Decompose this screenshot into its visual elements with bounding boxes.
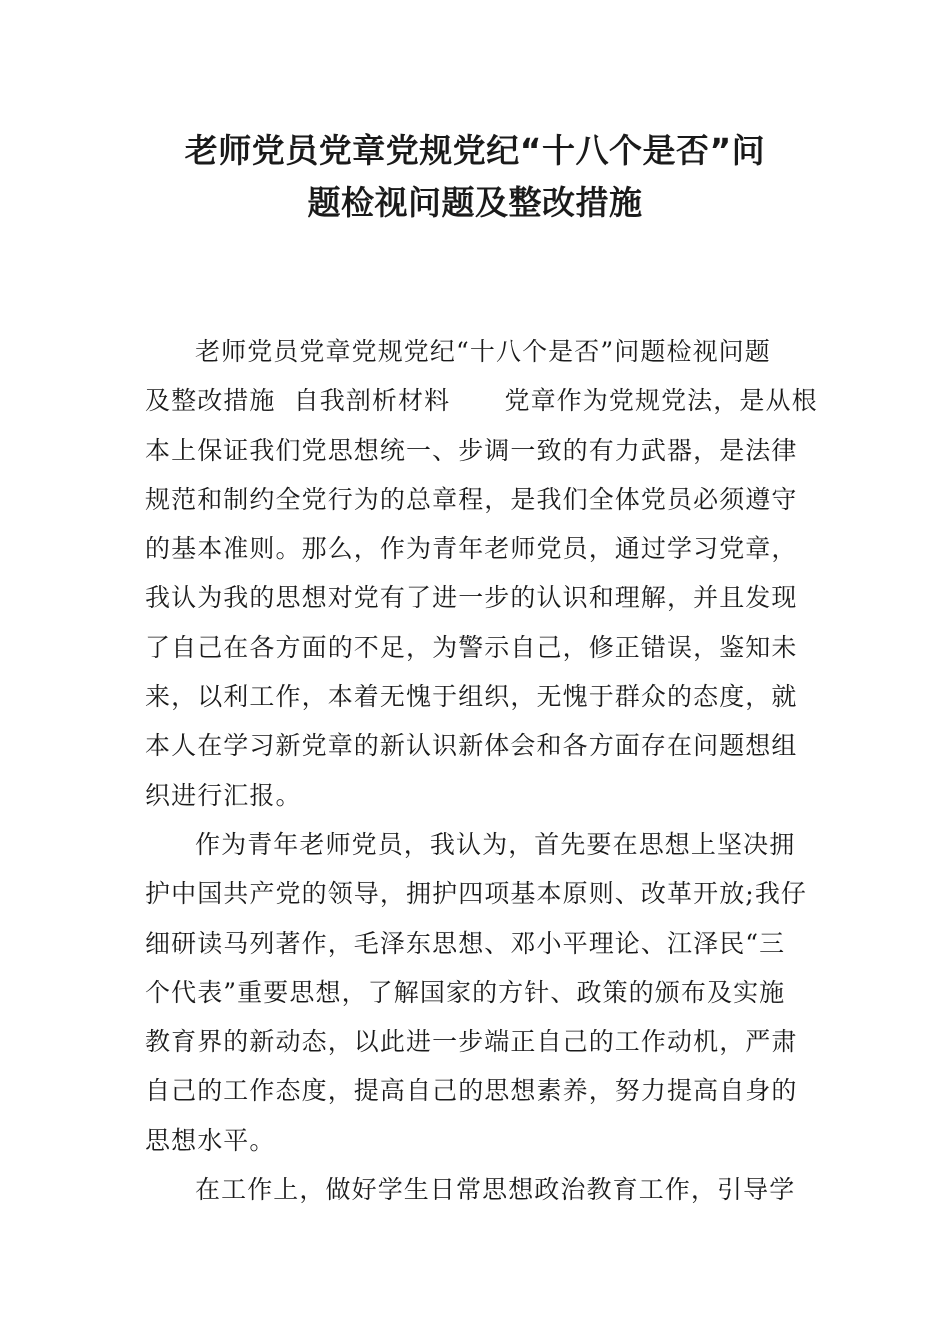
paragraph-3 xyxy=(145,1165,810,1214)
title-line: 题检视问题及整改措施 xyxy=(307,183,643,222)
paragraph-line: 及整改措施 自我剖析材料 党章作为党规党法，是从根 xyxy=(145,386,818,416)
paragraph-line: 自己的工作态度，提高自己的思想素养，努力提高自身的 xyxy=(145,1076,798,1106)
paragraph-line: 织进行汇报。 xyxy=(145,780,302,810)
paragraph-line: 护中国共产党的领导，拥护四项基本原则、改革开放;我仔 xyxy=(145,879,808,909)
paragraph-line: 老师党员党章党规党纪“十八个是否”问题检视问题 xyxy=(195,337,771,366)
document-title xyxy=(140,125,810,229)
paragraph-2 xyxy=(145,820,810,1165)
paragraph-line: 了自己在各方面的不足，为警示自己，修正错误，鉴知未 xyxy=(145,632,798,662)
paragraph-line: 教育界的新动态，以此进一步端正自己的工作动机，严肃 xyxy=(145,1027,798,1057)
paragraph-line: 的基本准则。那么，作为青年老师党员，通过学习党章， xyxy=(145,534,798,564)
paragraph-line: 个代表”重要思想，了解国家的方针、政策的颁布及实施 xyxy=(145,977,786,1007)
paragraph-1 xyxy=(145,327,818,820)
paragraph-line: 本上保证我们党思想统一、步调一致的有力武器，是法律 xyxy=(145,435,798,465)
paragraph-line: 本人在学习新党章的新认识新体会和各方面存在问题想组 xyxy=(145,731,798,761)
paragraph-line: 思想水平。 xyxy=(145,1125,276,1155)
document-body xyxy=(145,327,818,1214)
paragraph-line: 在工作上，做好学生日常思想政治教育工作，引导学 xyxy=(195,1175,796,1205)
paragraph-line: 来，以利工作，本着无愧于组织，无愧于群众的态度，就 xyxy=(145,682,798,712)
title-line: 老师党员党章党规党纪“十八个是否”问 xyxy=(184,131,766,170)
paragraph-line: 我认为我的思想对党有了进一步的认识和理解，并且发现 xyxy=(145,583,798,613)
paragraph-line: 作为青年老师党员，我认为，首先要在思想上坚决拥 xyxy=(195,829,796,859)
paragraph-line: 细研读马列著作，毛泽东思想、邓小平理论、江泽民“三 xyxy=(145,928,786,958)
paragraph-line: 规范和制约全党行为的总章程，是我们全体党员必须遵守 xyxy=(145,484,798,514)
